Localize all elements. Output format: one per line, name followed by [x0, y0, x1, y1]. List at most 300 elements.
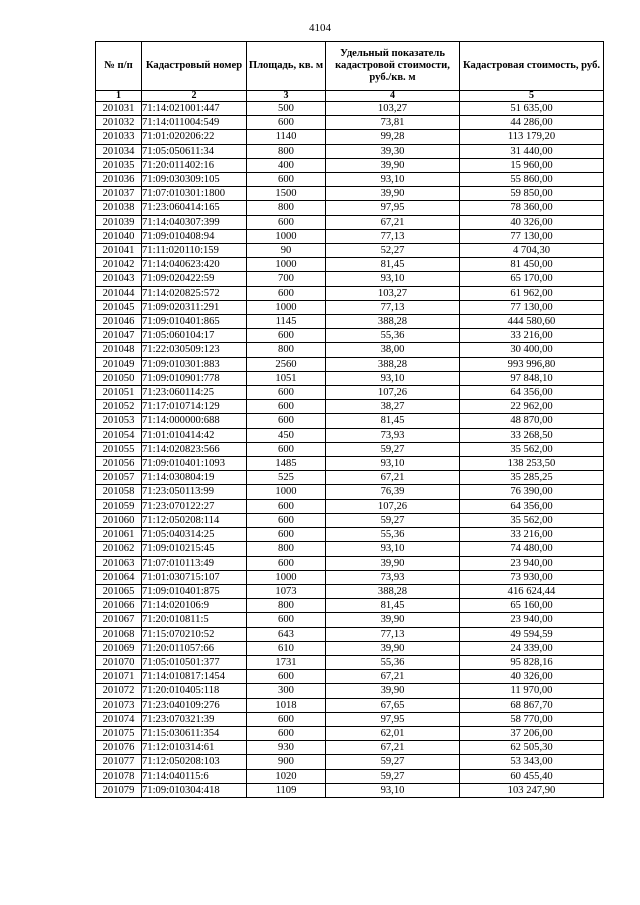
rate: 77,13 [326, 229, 460, 243]
cadastral-cost: 78 360,00 [460, 201, 604, 215]
cadastral-cost: 33 268,50 [460, 428, 604, 442]
rate: 81,45 [326, 258, 460, 272]
cadastral-number: 71:14:040115:6 [142, 769, 247, 783]
cadastral-value-table [95, 41, 604, 798]
header-area: Площадь, кв. м [247, 42, 326, 91]
rate: 93,10 [326, 173, 460, 187]
table-row [96, 215, 604, 229]
rate: 107,26 [326, 499, 460, 513]
row-number: 201065 [96, 584, 142, 598]
row-number: 201038 [96, 201, 142, 215]
table-row [96, 102, 604, 116]
table-row [96, 599, 604, 613]
cadastral-cost: 35 562,00 [460, 442, 604, 456]
row-number: 201044 [96, 286, 142, 300]
table-row [96, 457, 604, 471]
row-number: 201073 [96, 698, 142, 712]
area: 600 [247, 613, 326, 627]
column-number: 2 [142, 91, 247, 102]
row-number: 201059 [96, 499, 142, 513]
table-row [96, 442, 604, 456]
row-number: 201071 [96, 670, 142, 684]
cadastral-cost: 37 206,00 [460, 726, 604, 740]
cadastral-number: 71:14:020823:566 [142, 442, 247, 456]
rate: 103,27 [326, 102, 460, 116]
cadastral-cost: 73 930,00 [460, 570, 604, 584]
table-row [96, 755, 604, 769]
area: 600 [247, 286, 326, 300]
area: 400 [247, 158, 326, 172]
column-number: 1 [96, 91, 142, 102]
rate: 388,28 [326, 315, 460, 329]
area: 800 [247, 599, 326, 613]
rate: 62,01 [326, 726, 460, 740]
row-number: 201046 [96, 315, 142, 329]
row-number: 201068 [96, 627, 142, 641]
table-row [96, 343, 604, 357]
table-row [96, 570, 604, 584]
rate: 39,90 [326, 158, 460, 172]
cadastral-cost: 33 216,00 [460, 329, 604, 343]
rate: 67,21 [326, 215, 460, 229]
cadastral-cost: 35 562,00 [460, 513, 604, 527]
cadastral-cost: 62 505,30 [460, 741, 604, 755]
cadastral-number: 71:23:050113:99 [142, 485, 247, 499]
table-row [96, 144, 604, 158]
cadastral-cost: 44 286,00 [460, 116, 604, 130]
cadastral-cost: 97 848,10 [460, 371, 604, 385]
table-row [96, 116, 604, 130]
table-row [96, 485, 604, 499]
column-number-row [96, 91, 604, 102]
area: 800 [247, 201, 326, 215]
row-number: 201037 [96, 187, 142, 201]
cadastral-number: 71:09:020311:291 [142, 300, 247, 314]
cadastral-number: 71:09:010215:45 [142, 542, 247, 556]
cadastral-cost: 15 960,00 [460, 158, 604, 172]
row-number: 201053 [96, 414, 142, 428]
cadastral-cost: 31 440,00 [460, 144, 604, 158]
cadastral-number: 71:01:030715:107 [142, 570, 247, 584]
row-number: 201042 [96, 258, 142, 272]
rate: 55,36 [326, 329, 460, 343]
table-row [96, 300, 604, 314]
rate: 103,27 [326, 286, 460, 300]
cadastral-cost: 61 962,00 [460, 286, 604, 300]
rate: 97,95 [326, 712, 460, 726]
row-number: 201034 [96, 144, 142, 158]
row-number: 201040 [96, 229, 142, 243]
rate: 73,81 [326, 116, 460, 130]
cadastral-number: 71:20:011402:16 [142, 158, 247, 172]
header-rate: Удельный показатель кадастровой стоимости, руб./кв. м [326, 42, 460, 91]
table-row [96, 286, 604, 300]
cadastral-number: 71:14:020825:572 [142, 286, 247, 300]
row-number: 201069 [96, 641, 142, 655]
area: 600 [247, 556, 326, 570]
table-row [96, 371, 604, 385]
table-row [96, 726, 604, 740]
cadastral-number: 71:09:010408:94 [142, 229, 247, 243]
cadastral-number: 71:15:030611:354 [142, 726, 247, 740]
row-number: 201058 [96, 485, 142, 499]
cadastral-cost: 444 580,60 [460, 315, 604, 329]
cadastral-cost: 23 940,00 [460, 556, 604, 570]
row-number: 201036 [96, 173, 142, 187]
area: 600 [247, 712, 326, 726]
row-number: 201063 [96, 556, 142, 570]
cadastral-cost: 77 130,00 [460, 300, 604, 314]
area: 700 [247, 272, 326, 286]
row-number: 201052 [96, 400, 142, 414]
cadastral-number: 71:14:030804:19 [142, 471, 247, 485]
area: 1018 [247, 698, 326, 712]
cadastral-number: 71:20:010405:118 [142, 684, 247, 698]
cadastral-number: 71:09:010304:418 [142, 783, 247, 797]
row-number: 201049 [96, 357, 142, 371]
rate: 39,90 [326, 556, 460, 570]
cadastral-number: 71:05:050611:34 [142, 144, 247, 158]
cadastral-number: 71:14:021001:447 [142, 102, 247, 116]
rate: 59,27 [326, 755, 460, 769]
area: 1000 [247, 229, 326, 243]
rate: 67,21 [326, 670, 460, 684]
row-number: 201047 [96, 329, 142, 343]
rate: 38,27 [326, 400, 460, 414]
column-number: 4 [326, 91, 460, 102]
area: 600 [247, 215, 326, 229]
table-row [96, 627, 604, 641]
table-row [96, 698, 604, 712]
table-row [96, 712, 604, 726]
rate: 77,13 [326, 627, 460, 641]
area: 1485 [247, 457, 326, 471]
rate: 59,27 [326, 769, 460, 783]
header-cadastral-cost: Кадастровая стоимость, руб. [460, 42, 604, 91]
row-number: 201055 [96, 442, 142, 456]
row-number: 201033 [96, 130, 142, 144]
table-row [96, 684, 604, 698]
rate: 39,90 [326, 187, 460, 201]
area: 1000 [247, 300, 326, 314]
table-row [96, 741, 604, 755]
rate: 67,21 [326, 741, 460, 755]
cadastral-cost: 30 400,00 [460, 343, 604, 357]
table-row [96, 357, 604, 371]
cadastral-number: 71:09:010301:883 [142, 357, 247, 371]
table-row [96, 528, 604, 542]
cadastral-cost: 51 635,00 [460, 102, 604, 116]
table-row [96, 400, 604, 414]
row-number: 201039 [96, 215, 142, 229]
table-row [96, 158, 604, 172]
rate: 55,36 [326, 528, 460, 542]
rate: 93,10 [326, 272, 460, 286]
cadastral-number: 71:23:060114:25 [142, 386, 247, 400]
area: 600 [247, 414, 326, 428]
area: 800 [247, 343, 326, 357]
cadastral-number: 71:07:010301:1800 [142, 187, 247, 201]
area: 1109 [247, 783, 326, 797]
table-row [96, 229, 604, 243]
table-row [96, 315, 604, 329]
cadastral-cost: 48 870,00 [460, 414, 604, 428]
column-number: 3 [247, 91, 326, 102]
cadastral-number: 71:12:050208:114 [142, 513, 247, 527]
table-body [96, 102, 604, 798]
table-row [96, 201, 604, 215]
row-number: 201031 [96, 102, 142, 116]
area: 600 [247, 499, 326, 513]
rate: 93,10 [326, 542, 460, 556]
area: 1051 [247, 371, 326, 385]
column-number: 5 [460, 91, 604, 102]
cadastral-number: 71:09:020422:59 [142, 272, 247, 286]
row-number: 201070 [96, 655, 142, 669]
cadastral-cost: 138 253,50 [460, 457, 604, 471]
cadastral-cost: 113 179,20 [460, 130, 604, 144]
row-number: 201064 [96, 570, 142, 584]
cadastral-number: 71:01:010414:42 [142, 428, 247, 442]
cadastral-cost: 74 480,00 [460, 542, 604, 556]
row-number: 201056 [96, 457, 142, 471]
rate: 59,27 [326, 513, 460, 527]
table-row [96, 471, 604, 485]
rate: 93,10 [326, 457, 460, 471]
rate: 59,27 [326, 442, 460, 456]
cadastral-number: 71:14:010817:1454 [142, 670, 247, 684]
table-row [96, 329, 604, 343]
rate: 81,45 [326, 414, 460, 428]
rate: 39,30 [326, 144, 460, 158]
row-number: 201067 [96, 613, 142, 627]
cadastral-cost: 53 343,00 [460, 755, 604, 769]
cadastral-number: 71:14:040307:399 [142, 215, 247, 229]
cadastral-number: 71:14:000000:688 [142, 414, 247, 428]
rate: 39,90 [326, 684, 460, 698]
table-row [96, 670, 604, 684]
area: 600 [247, 528, 326, 542]
area: 600 [247, 329, 326, 343]
row-number: 201054 [96, 428, 142, 442]
area: 525 [247, 471, 326, 485]
cadastral-number: 71:09:010401:1093 [142, 457, 247, 471]
rate: 55,36 [326, 655, 460, 669]
table-row [96, 272, 604, 286]
cadastral-cost: 33 216,00 [460, 528, 604, 542]
row-number: 201041 [96, 244, 142, 258]
cadastral-number: 71:14:040623:420 [142, 258, 247, 272]
cadastral-number: 71:20:010811:5 [142, 613, 247, 627]
cadastral-cost: 81 450,00 [460, 258, 604, 272]
table-row [96, 769, 604, 783]
area: 1140 [247, 130, 326, 144]
row-number: 201048 [96, 343, 142, 357]
cadastral-cost: 22 962,00 [460, 400, 604, 414]
header-num: № п/п [96, 42, 142, 91]
cadastral-cost: 416 624,44 [460, 584, 604, 598]
cadastral-number: 71:17:010714:129 [142, 400, 247, 414]
area: 930 [247, 741, 326, 755]
rate: 67,21 [326, 471, 460, 485]
table-row [96, 386, 604, 400]
rate: 99,28 [326, 130, 460, 144]
cadastral-cost: 65 170,00 [460, 272, 604, 286]
area: 1731 [247, 655, 326, 669]
cadastral-cost: 95 828,16 [460, 655, 604, 669]
rate: 39,90 [326, 641, 460, 655]
table-row [96, 414, 604, 428]
row-number: 201061 [96, 528, 142, 542]
rate: 97,95 [326, 201, 460, 215]
cadastral-cost: 103 247,90 [460, 783, 604, 797]
row-number: 201079 [96, 783, 142, 797]
area: 600 [247, 400, 326, 414]
area: 300 [247, 684, 326, 698]
cadastral-cost: 64 356,00 [460, 499, 604, 513]
table-row [96, 655, 604, 669]
table-row [96, 499, 604, 513]
cadastral-cost: 59 850,00 [460, 187, 604, 201]
table-row [96, 428, 604, 442]
table-row [96, 173, 604, 187]
row-number: 201074 [96, 712, 142, 726]
cadastral-cost: 55 860,00 [460, 173, 604, 187]
area: 600 [247, 173, 326, 187]
area: 1000 [247, 258, 326, 272]
rate: 93,10 [326, 371, 460, 385]
area: 900 [247, 755, 326, 769]
cadastral-number: 71:09:010401:865 [142, 315, 247, 329]
area: 600 [247, 670, 326, 684]
row-number: 201032 [96, 116, 142, 130]
rate: 73,93 [326, 570, 460, 584]
cadastral-cost: 68 867,70 [460, 698, 604, 712]
cadastral-cost: 24 339,00 [460, 641, 604, 655]
cadastral-cost: 4 704,30 [460, 244, 604, 258]
area: 600 [247, 513, 326, 527]
cadastral-number: 71:14:020106:9 [142, 599, 247, 613]
table-row [96, 130, 604, 144]
area: 1000 [247, 570, 326, 584]
cadastral-cost: 11 970,00 [460, 684, 604, 698]
rate: 76,39 [326, 485, 460, 499]
rate: 39,90 [326, 613, 460, 627]
area: 800 [247, 542, 326, 556]
area: 2560 [247, 357, 326, 371]
table-row [96, 258, 604, 272]
page-number: 4104 [309, 22, 331, 34]
table-row [96, 542, 604, 556]
cadastral-cost: 65 160,00 [460, 599, 604, 613]
area: 450 [247, 428, 326, 442]
cadastral-number: 71:05:010501:377 [142, 655, 247, 669]
cadastral-number: 71:01:020206:22 [142, 130, 247, 144]
cadastral-number: 71:05:060104:17 [142, 329, 247, 343]
row-number: 201051 [96, 386, 142, 400]
cadastral-cost: 40 326,00 [460, 215, 604, 229]
cadastral-cost: 49 594,59 [460, 627, 604, 641]
area: 1073 [247, 584, 326, 598]
rate: 38,00 [326, 343, 460, 357]
area: 643 [247, 627, 326, 641]
table-row [96, 613, 604, 627]
table-row [96, 513, 604, 527]
rate: 52,27 [326, 244, 460, 258]
cadastral-number: 71:23:060414:165 [142, 201, 247, 215]
row-number: 201066 [96, 599, 142, 613]
cadastral-number: 71:05:040314:25 [142, 528, 247, 542]
cadastral-number: 71:07:010113:49 [142, 556, 247, 570]
cadastral-number: 71:11:020110:159 [142, 244, 247, 258]
cadastral-number: 71:09:030309:105 [142, 173, 247, 187]
area: 1145 [247, 315, 326, 329]
area: 500 [247, 102, 326, 116]
cadastral-number: 71:12:050208:103 [142, 755, 247, 769]
area: 1500 [247, 187, 326, 201]
row-number: 201062 [96, 542, 142, 556]
rate: 388,28 [326, 357, 460, 371]
cadastral-cost: 40 326,00 [460, 670, 604, 684]
cadastral-cost: 64 356,00 [460, 386, 604, 400]
area: 1020 [247, 769, 326, 783]
row-number: 201076 [96, 741, 142, 755]
cadastral-number: 71:09:010901:778 [142, 371, 247, 385]
cadastral-number: 71:22:030509:123 [142, 343, 247, 357]
rate: 77,13 [326, 300, 460, 314]
row-number: 201075 [96, 726, 142, 740]
row-number: 201072 [96, 684, 142, 698]
cadastral-cost: 76 390,00 [460, 485, 604, 499]
cadastral-number: 71:20:011057:66 [142, 641, 247, 655]
cadastral-number: 71:23:070122:27 [142, 499, 247, 513]
row-number: 201035 [96, 158, 142, 172]
cadastral-number: 71:23:040109:276 [142, 698, 247, 712]
rate: 73,93 [326, 428, 460, 442]
row-number: 201078 [96, 769, 142, 783]
table-row [96, 244, 604, 258]
area: 1000 [247, 485, 326, 499]
cadastral-number: 71:14:011004:549 [142, 116, 247, 130]
area: 610 [247, 641, 326, 655]
cadastral-cost: 35 285,25 [460, 471, 604, 485]
row-number: 201060 [96, 513, 142, 527]
row-number: 201043 [96, 272, 142, 286]
row-number: 201057 [96, 471, 142, 485]
cadastral-cost: 58 770,00 [460, 712, 604, 726]
cadastral-number: 71:09:010401:875 [142, 584, 247, 598]
row-number: 201077 [96, 755, 142, 769]
rate: 67,65 [326, 698, 460, 712]
rate: 81,45 [326, 599, 460, 613]
rate: 388,28 [326, 584, 460, 598]
area: 90 [247, 244, 326, 258]
cadastral-cost: 23 940,00 [460, 613, 604, 627]
area: 600 [247, 726, 326, 740]
rate: 107,26 [326, 386, 460, 400]
table-row [96, 783, 604, 797]
cadastral-cost: 77 130,00 [460, 229, 604, 243]
table-row [96, 641, 604, 655]
row-number: 201050 [96, 371, 142, 385]
cadastral-cost: 60 455,40 [460, 769, 604, 783]
cadastral-number: 71:12:010314:61 [142, 741, 247, 755]
header-cadastral-number: Кадастровый номер [142, 42, 247, 91]
row-number: 201045 [96, 300, 142, 314]
rate: 93,10 [326, 783, 460, 797]
cadastral-cost: 993 996,80 [460, 357, 604, 371]
area: 600 [247, 386, 326, 400]
